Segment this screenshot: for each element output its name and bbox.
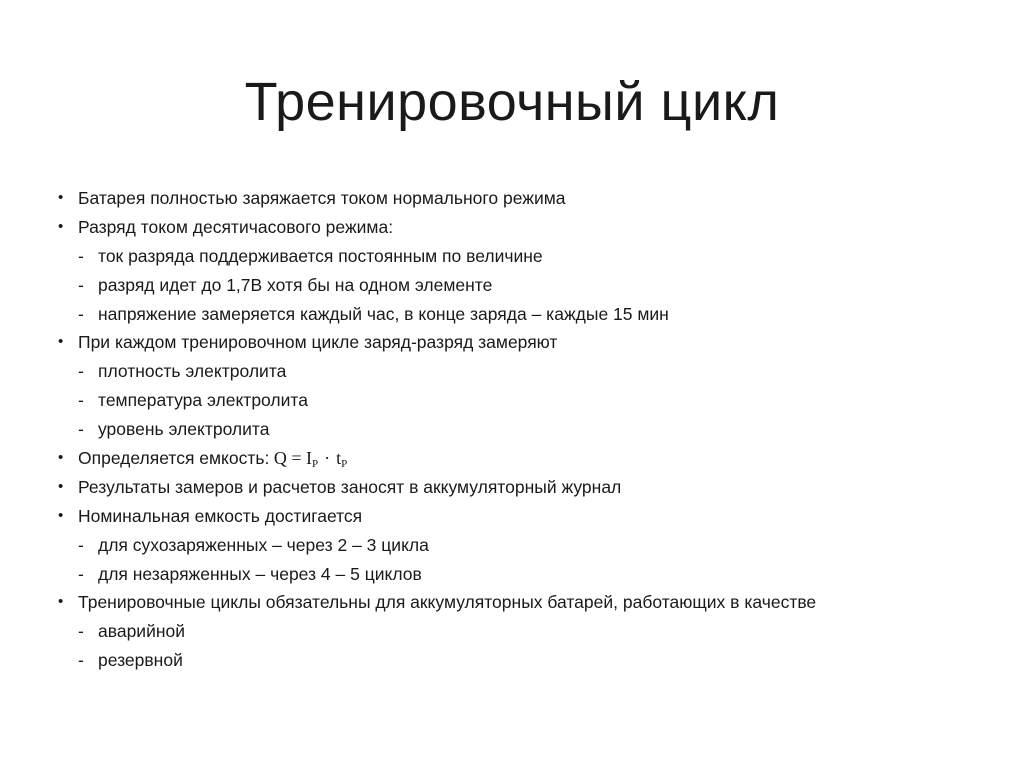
dash-marker: - xyxy=(78,563,84,584)
list-item xyxy=(58,213,998,242)
bullet-marker: • xyxy=(58,189,64,206)
item-text: для незаряженных – через 4 – 5 циклов xyxy=(98,563,422,584)
item-text: аварийной xyxy=(98,621,186,642)
bullet-marker: • xyxy=(58,477,64,495)
item-text: Определяется емкость: xyxy=(78,448,270,469)
bullet-marker: • xyxy=(58,333,64,351)
bullet-marker: • xyxy=(58,217,64,235)
sub-list-item xyxy=(58,300,998,329)
formula-i: I xyxy=(306,448,313,469)
item-text: напряжение замеряется каждый час, в конце заряда – каждые 15 мин xyxy=(98,303,669,324)
list-item xyxy=(58,588,998,617)
formula-q: Q xyxy=(273,448,287,469)
content-list xyxy=(58,184,998,675)
item-text: Результаты замеров и расчетов заносят в аккумуляторный журнал xyxy=(78,476,622,497)
item-text: плотность электролита xyxy=(98,361,287,382)
dash-marker: - xyxy=(78,621,84,642)
slide-title: Тренировочный цикл xyxy=(244,72,780,132)
formula-i-subscript: P xyxy=(312,458,319,471)
sub-list-item xyxy=(58,646,998,675)
bullet-marker: • xyxy=(58,593,64,611)
list-item xyxy=(58,328,998,357)
formula-t-subscript: P xyxy=(341,458,348,471)
dash-marker: - xyxy=(78,245,84,266)
capacity-formula xyxy=(269,448,348,471)
item-text: уровень электролита xyxy=(98,419,270,440)
dash-marker: - xyxy=(78,419,84,440)
list-item xyxy=(58,444,998,473)
sub-list-item xyxy=(58,415,998,444)
item-text: Разряд током десятичасового режима: xyxy=(78,216,394,237)
item-text: разряд идет до 1,7В хотя бы на одном элементе xyxy=(98,274,493,295)
list-item xyxy=(58,184,998,213)
sub-list-item xyxy=(58,386,998,415)
dash-marker: - xyxy=(78,650,84,671)
bullet-marker: • xyxy=(58,506,64,524)
sub-list-item xyxy=(58,560,998,589)
sub-list-item xyxy=(58,242,998,271)
dash-marker: - xyxy=(78,534,84,555)
formula-dot: · xyxy=(324,448,331,469)
item-text: Номинальная емкость достигается xyxy=(78,505,363,526)
dash-marker: - xyxy=(78,274,84,295)
dash-marker: - xyxy=(78,361,84,382)
item-text: Тренировочные циклы обязательны для аккумуляторных батарей, работающих в качестве xyxy=(78,592,817,613)
sub-list-item xyxy=(58,531,998,560)
item-text: При каждом тренировочном цикле заряд-разряд замеряют xyxy=(78,332,558,353)
formula-equals: = xyxy=(291,448,302,469)
bullet-marker: • xyxy=(58,449,64,467)
sub-list-item xyxy=(58,617,998,646)
item-text: для сухозаряженных – через 2 – 3 цикла xyxy=(98,534,429,555)
formula-t: t xyxy=(336,448,342,469)
list-item xyxy=(58,473,998,502)
item-text: Батарея полностью заряжается током нормального режима xyxy=(78,188,566,208)
item-text: резервной xyxy=(98,650,183,671)
item-text: ток разряда поддерживается постоянным по величине xyxy=(98,245,543,266)
sub-list-item xyxy=(58,271,998,300)
sub-list-item xyxy=(58,357,998,386)
dash-marker: - xyxy=(78,390,84,411)
list-item xyxy=(58,502,998,531)
item-text: температура электролита xyxy=(98,390,308,411)
dash-marker: - xyxy=(78,303,84,324)
